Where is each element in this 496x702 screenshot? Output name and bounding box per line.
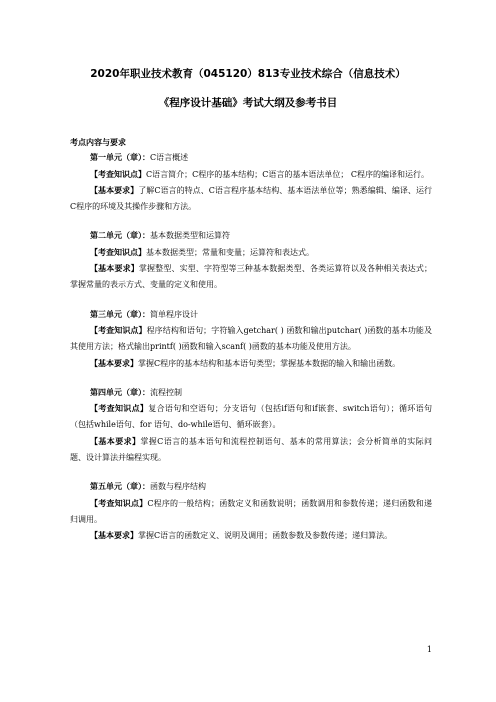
document-title-line1: 2020年职业技术教育（045120）813专业技术综合（信息技术） [90,68,406,80]
knowledge-points [70,167,432,183]
basic-requirements [70,183,432,216]
unit-label: 第一单元（章）： [90,153,150,163]
knowledge-points-label: 【考查知识点】 [90,404,149,414]
unit-label: 第五单元（章）： [90,482,150,492]
knowledge-points-text: C程序的一般结构；函数定义和函数说明；函数调用和参数传递；递归函数和递归调用。 [70,498,432,524]
unit-heading [70,385,432,401]
knowledge-points [70,496,432,529]
basic-requirements [70,261,432,294]
basic-requirements-label: 【基本要求】 [90,358,138,368]
knowledge-points [70,323,432,356]
basic-requirements-text: 了解C语言的特点、C语言程序基本结构、基本语法单位等；熟悉编辑、编译、运行C程序的环境及其操作步骤和方法。 [70,185,432,212]
basic-requirements [70,434,432,467]
knowledge-points-text: 基本数据类型；常量和变量；运算符和表达式。 [146,247,314,257]
knowledge-points-label: 【考查知识点】 [90,498,148,508]
document-body [70,134,432,545]
knowledge-points-label: 【考查知识点】 [90,325,147,335]
unit-name: C语言概述 [150,153,189,163]
document-title-line2: 《程序设计基础》考试大纲及参考书目 [158,97,338,109]
unit-heading [70,150,432,166]
knowledge-points-label: 【考查知识点】 [90,169,146,179]
basic-requirements-label: 【基本要求】 [90,531,138,541]
unit-heading [70,307,432,323]
basic-requirements-text: 掌握C程序的基本结构和基本语句类型；掌握基本数据的输入和输出函数。 [138,358,401,368]
unit-name: 函数与程序结构 [150,482,206,492]
basic-requirements-text: 掌握C语言的函数定义、说明及调用；函数参数及参数传递；递归算法。 [138,531,393,541]
knowledge-points-text: 程序结构和语句；字符输入getchar( ) 函数和输出putchar( )函数的基本功能及其使用方法；格式输出printf( )函数和输入scanf( )函数的基本功能及使用方法。 [70,325,433,352]
unit-name: 简单程序设计 [150,309,198,319]
unit-label: 第四单元（章）： [90,387,150,397]
section-heading: 考点内容与要求 [70,137,126,147]
basic-requirements-text: 掌握整型、实型、字符型等三种基本数据类型、各类运算符以及各种相关表达式；掌握常量的表示方式、变量的定义和使用。 [70,264,433,290]
knowledge-points-text: C语言简介；C程序的基本结构；C语言的基本语法单位； C程序的编译和运行。 [146,169,430,179]
unit-name: 基本数据类型和运算符 [150,231,230,241]
page-number: 1 [426,645,432,654]
unit-label: 第三单元（章）： [90,309,150,319]
basic-requirements-text: 掌握C语言的基本语句和流程控制语句、基本的常用算法；会分析简单的实际问题、设计算法并编程实现。 [70,436,433,463]
basic-requirements [70,528,432,544]
unit-label: 第二单元（章）： [90,231,150,241]
basic-requirements-label: 【基本要求】 [90,185,139,195]
knowledge-points [70,245,432,261]
spacer [70,294,432,307]
basic-requirements-label: 【基本要求】 [90,264,139,274]
unit-heading [70,479,432,495]
knowledge-points-text: 复合语句和空语句；分支语句（包括if语句和if嵌套、switch语句）；循环语句（包括while语句、for 语句、do-while语句、循环嵌套）。 [70,404,432,430]
basic-requirements-label: 【基本要求】 [90,436,141,446]
spacer [70,372,432,385]
knowledge-points-label: 【考查知识点】 [90,247,146,257]
knowledge-points [70,401,432,434]
unit-heading [70,228,432,244]
spacer [70,466,432,479]
unit-name: 流程控制 [150,387,182,397]
basic-requirements [70,356,432,372]
spacer [70,215,432,228]
